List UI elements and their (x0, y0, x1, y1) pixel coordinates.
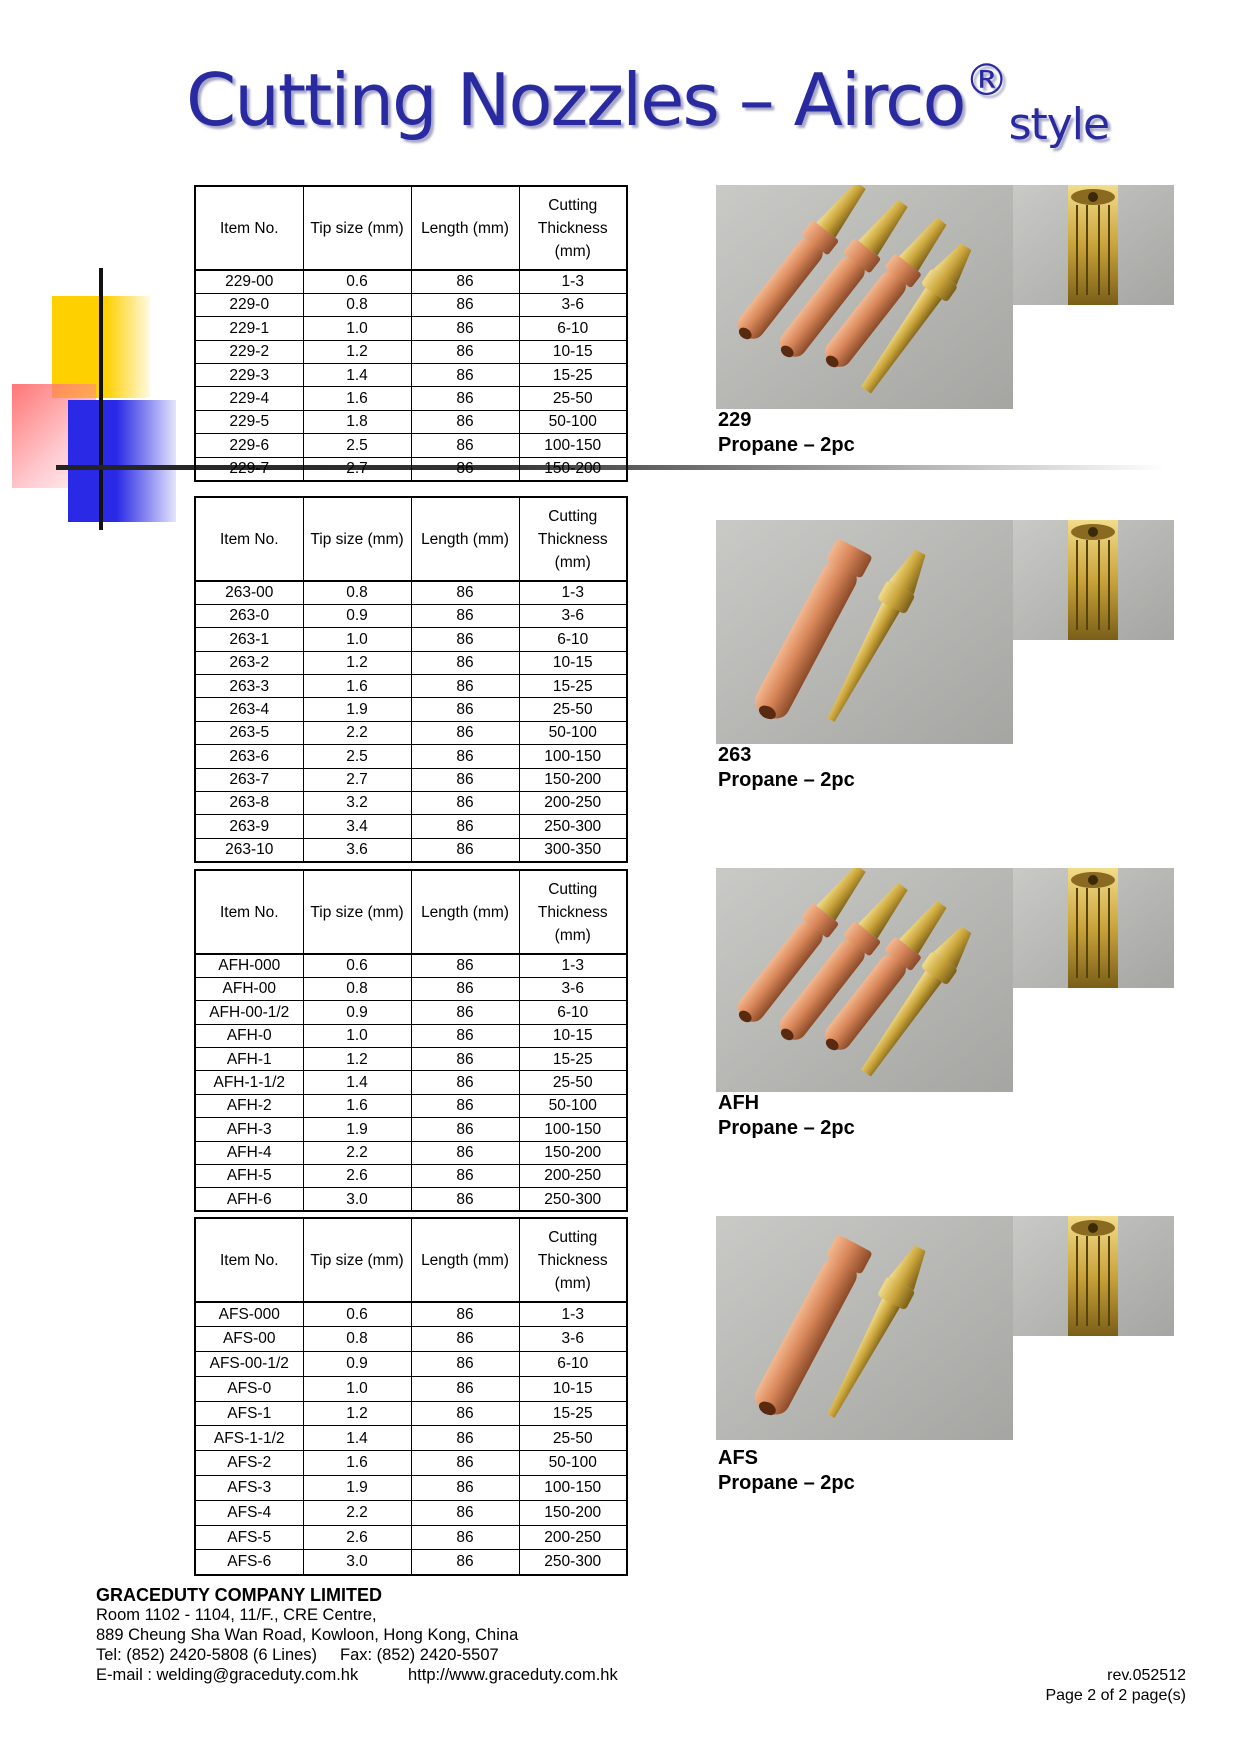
table-row (195, 457, 627, 480)
length-cell: 86 (411, 745, 519, 768)
item-no-cell: 263-6 (195, 745, 303, 768)
cutting-thickness-cell: 250-300 (519, 1550, 627, 1575)
tip-size-cell: 1.2 (303, 1048, 411, 1071)
item-no-cell: AFH-00-1/2 (195, 1001, 303, 1024)
item-no-cell: AFS-0 (195, 1376, 303, 1401)
cutting-thickness-cell: 1-3 (519, 581, 627, 604)
table-row (195, 410, 627, 433)
length-cell: 86 (411, 1048, 519, 1071)
tip-size-cell: 1.9 (303, 1476, 411, 1501)
table-row (195, 293, 627, 316)
item-no-cell: 229-0 (195, 293, 303, 316)
item-no-cell: 263-2 (195, 651, 303, 674)
table-row (195, 1141, 627, 1164)
table-row (195, 1327, 627, 1352)
header-length: Length (mm) (411, 870, 519, 954)
table-row (195, 1001, 627, 1024)
item-no-cell: AFS-000 (195, 1302, 303, 1327)
tip-size-cell: 0.6 (303, 954, 411, 977)
cutting-thickness-cell: 150-200 (519, 1500, 627, 1525)
table-row (195, 1525, 627, 1550)
table-header-row (195, 497, 627, 581)
caption-desc: Propane – 2pc (718, 434, 855, 456)
length-cell: 86 (411, 317, 519, 340)
tip-size-cell: 2.5 (303, 745, 411, 768)
table-row (195, 977, 627, 1000)
tip-size-cell: 0.9 (303, 604, 411, 627)
length-cell: 86 (411, 977, 519, 1000)
tip-size-cell: 2.6 (303, 1165, 411, 1188)
length-cell: 86 (411, 581, 519, 604)
length-cell: 86 (411, 1071, 519, 1094)
caption-model: 229 (718, 409, 752, 431)
item-no-cell: 263-3 (195, 675, 303, 698)
email-link[interactable]: E-mail : welding@graceduty.com.hk (96, 1666, 359, 1684)
item-no-cell: 263-00 (195, 581, 303, 604)
length-cell: 86 (411, 698, 519, 721)
item-no-cell: 229-5 (195, 410, 303, 433)
item-no-cell: AFH-2 (195, 1094, 303, 1117)
tip-size-cell: 0.6 (303, 1302, 411, 1327)
table-row (195, 698, 627, 721)
length-cell: 86 (411, 1550, 519, 1575)
cutting-thickness-cell: 6-10 (519, 1352, 627, 1377)
item-no-cell: AFS-1-1/2 (195, 1426, 303, 1451)
caption-desc: Propane – 2pc (718, 1472, 855, 1494)
decor-vertical-line (99, 268, 103, 530)
cutting-thickness-cell: 15-25 (519, 1048, 627, 1071)
header-item-no: Item No. (195, 186, 303, 270)
header-length: Length (mm) (411, 497, 519, 581)
item-no-cell: 229-3 (195, 364, 303, 387)
length-cell: 86 (411, 1165, 519, 1188)
item-no-cell: 263-7 (195, 768, 303, 791)
table-row (195, 954, 627, 977)
item-no-cell: 263-10 (195, 838, 303, 861)
table-row (195, 1118, 627, 1141)
cutting-thickness-cell: 25-50 (519, 387, 627, 410)
cutting-thickness-cell: 25-50 (519, 1426, 627, 1451)
table-header-row (195, 870, 627, 954)
item-no-cell: AFS-2 (195, 1451, 303, 1476)
length-cell: 86 (411, 434, 519, 457)
header-tip-size: Tip size (mm) (303, 186, 411, 270)
tip-size-cell: 0.9 (303, 1352, 411, 1377)
table-row (195, 768, 627, 791)
table-row (195, 1500, 627, 1525)
item-no-cell: AFS-6 (195, 1550, 303, 1575)
cutting-thickness-cell: 3-6 (519, 977, 627, 1000)
length-cell: 86 (411, 954, 519, 977)
length-cell: 86 (411, 387, 519, 410)
cutting-thickness-cell: 25-50 (519, 698, 627, 721)
spec-table-afh (194, 869, 628, 1212)
cutting-thickness-cell: 15-25 (519, 364, 627, 387)
table-row (195, 838, 627, 861)
table-row (195, 1094, 627, 1117)
cutting-thickness-cell: 6-10 (519, 1001, 627, 1024)
length-cell: 86 (411, 1024, 519, 1047)
decor-blue-square (68, 400, 176, 522)
cutting-thickness-cell: 6-10 (519, 317, 627, 340)
item-no-cell: AFH-5 (195, 1165, 303, 1188)
length-cell: 86 (411, 721, 519, 744)
table-row (195, 721, 627, 744)
page-number: Page 2 of 2 page(s) (1045, 1687, 1186, 1704)
email-web-line (96, 1665, 618, 1685)
header-item-no: Item No. (195, 497, 303, 581)
table-row (195, 1476, 627, 1501)
tip-size-cell: 2.6 (303, 1525, 411, 1550)
table-row (195, 745, 627, 768)
tip-size-cell: 1.9 (303, 1118, 411, 1141)
header-item-no: Item No. (195, 870, 303, 954)
header-cutting-thickness: Cutting Thickness (mm) (519, 186, 627, 270)
tip-size-cell: 3.2 (303, 792, 411, 815)
table-row (195, 604, 627, 627)
length-cell: 86 (411, 1302, 519, 1327)
tip-size-cell: 1.2 (303, 651, 411, 674)
length-cell: 86 (411, 1327, 519, 1352)
cutting-thickness-cell: 10-15 (519, 1376, 627, 1401)
table-row (195, 364, 627, 387)
tip-size-cell: 1.6 (303, 1094, 411, 1117)
item-no-cell: 229-6 (195, 434, 303, 457)
table-row (195, 1426, 627, 1451)
item-no-cell: 263-4 (195, 698, 303, 721)
table-row (195, 1550, 627, 1575)
item-no-cell: 229-00 (195, 270, 303, 293)
caption-desc: Propane – 2pc (718, 1117, 855, 1139)
item-no-cell: 229-1 (195, 317, 303, 340)
cutting-thickness-cell: 3-6 (519, 604, 627, 627)
cutting-thickness-cell: 200-250 (519, 792, 627, 815)
length-cell: 86 (411, 1118, 519, 1141)
tip-size-cell: 1.9 (303, 698, 411, 721)
cutting-thickness-cell: 50-100 (519, 1094, 627, 1117)
length-cell: 86 (411, 1352, 519, 1377)
length-cell: 86 (411, 792, 519, 815)
spec-table-263 (194, 496, 628, 863)
cutting-thickness-cell: 150-200 (519, 768, 627, 791)
length-cell: 86 (411, 651, 519, 674)
tip-size-cell: 2.5 (303, 434, 411, 457)
cutting-thickness-cell: 150-200 (519, 1141, 627, 1164)
length-cell: 86 (411, 815, 519, 838)
length-cell: 86 (411, 1094, 519, 1117)
header-tip-size: Tip size (mm) (303, 870, 411, 954)
cutting-thickness-cell: 6-10 (519, 628, 627, 651)
nozzle-tip-photo-afs (1013, 1216, 1174, 1336)
tip-size-cell: 0.8 (303, 977, 411, 1000)
length-cell: 86 (411, 1001, 519, 1024)
header-cutting-thickness: Cutting Thickness (mm) (519, 497, 627, 581)
cutting-thickness-cell: 100-150 (519, 1118, 627, 1141)
tip-size-cell: 1.8 (303, 410, 411, 433)
item-no-cell: AFH-000 (195, 954, 303, 977)
table-row (195, 317, 627, 340)
tip-size-cell: 3.4 (303, 815, 411, 838)
length-cell: 86 (411, 364, 519, 387)
table-row (195, 1024, 627, 1047)
length-cell: 86 (411, 628, 519, 651)
header-item-no: Item No. (195, 1218, 303, 1302)
tip-size-cell: 0.9 (303, 1001, 411, 1024)
item-no-cell: AFS-3 (195, 1476, 303, 1501)
tip-size-cell: 1.0 (303, 1024, 411, 1047)
nozzle-photo-afs (716, 1216, 1013, 1440)
table-row (195, 675, 627, 698)
cutting-thickness-cell: 250-300 (519, 815, 627, 838)
table-row (195, 1048, 627, 1071)
header-cutting-thickness: Cutting Thickness (mm) (519, 870, 627, 954)
table-row (195, 581, 627, 604)
table-row (195, 340, 627, 363)
caption-model: 263 (718, 744, 752, 766)
item-no-cell: 263-8 (195, 792, 303, 815)
nozzle-photo-229 (716, 185, 1013, 409)
item-no-cell: 229-2 (195, 340, 303, 363)
cutting-thickness-cell: 10-15 (519, 1024, 627, 1047)
cutting-thickness-cell: 1-3 (519, 954, 627, 977)
item-no-cell: 229-7 (195, 457, 303, 480)
cutting-thickness-cell: 250-300 (519, 1188, 627, 1211)
cutting-thickness-cell: 3-6 (519, 1327, 627, 1352)
table-row (195, 1451, 627, 1476)
spec-table-afs (194, 1217, 628, 1576)
item-no-cell: AFH-4 (195, 1141, 303, 1164)
length-cell: 86 (411, 1401, 519, 1426)
caption-afh (718, 1091, 855, 1141)
nozzle-photo-afh (716, 868, 1013, 1092)
length-cell: 86 (411, 1188, 519, 1211)
tip-size-cell: 1.6 (303, 675, 411, 698)
item-no-cell: 229-4 (195, 387, 303, 410)
tip-size-cell: 1.0 (303, 628, 411, 651)
title-style: style (1008, 99, 1110, 150)
tip-size-cell: 1.6 (303, 1451, 411, 1476)
length-cell: 86 (411, 410, 519, 433)
length-cell: 86 (411, 457, 519, 480)
item-no-cell: AFS-5 (195, 1525, 303, 1550)
table-row (195, 628, 627, 651)
tip-size-cell: 1.4 (303, 364, 411, 387)
title-main: Cutting Nozzles – Airco (186, 58, 965, 142)
cutting-thickness-cell: 100-150 (519, 745, 627, 768)
item-no-cell: AFH-6 (195, 1188, 303, 1211)
table-row (195, 651, 627, 674)
cutting-thickness-cell: 300-350 (519, 838, 627, 861)
table-row (195, 1165, 627, 1188)
length-cell: 86 (411, 293, 519, 316)
table-row (195, 1188, 627, 1211)
header-tip-size: Tip size (mm) (303, 497, 411, 581)
cutting-thickness-cell: 50-100 (519, 410, 627, 433)
item-no-cell: AFH-1-1/2 (195, 1071, 303, 1094)
tip-size-cell: 3.0 (303, 1550, 411, 1575)
caption-model: AFS (718, 1447, 758, 1469)
tip-size-cell: 1.6 (303, 387, 411, 410)
spec-table-229 (194, 185, 628, 482)
length-cell: 86 (411, 768, 519, 791)
length-cell: 86 (411, 270, 519, 293)
item-no-cell: AFS-4 (195, 1500, 303, 1525)
tip-size-cell: 2.2 (303, 1500, 411, 1525)
length-cell: 86 (411, 1476, 519, 1501)
tip-size-cell: 1.2 (303, 340, 411, 363)
cutting-thickness-cell: 1-3 (519, 270, 627, 293)
item-no-cell: 263-9 (195, 815, 303, 838)
cutting-thickness-cell: 15-25 (519, 1401, 627, 1426)
cutting-thickness-cell: 200-250 (519, 1165, 627, 1188)
cutting-thickness-cell: 200-250 (519, 1525, 627, 1550)
cutting-thickness-cell: 100-150 (519, 434, 627, 457)
item-no-cell: 263-0 (195, 604, 303, 627)
tip-size-cell: 2.7 (303, 768, 411, 791)
caption-model: AFH (718, 1092, 760, 1114)
cutting-thickness-cell: 150-200 (519, 457, 627, 480)
tip-size-cell: 1.0 (303, 1376, 411, 1401)
cutting-thickness-cell: 1-3 (519, 1302, 627, 1327)
caption-263 (718, 743, 855, 793)
table-row (195, 434, 627, 457)
item-no-cell: AFH-3 (195, 1118, 303, 1141)
cutting-thickness-cell: 100-150 (519, 1476, 627, 1501)
nozzle-photo-263 (716, 520, 1013, 744)
caption-229 (718, 408, 855, 458)
cutting-thickness-cell: 50-100 (519, 1451, 627, 1476)
cutting-thickness-cell: 3-6 (519, 293, 627, 316)
nozzle-tip-photo-263 (1013, 520, 1174, 640)
tip-size-cell: 2.2 (303, 721, 411, 744)
telephone: Tel: (852) 2420-5808 (6 Lines) (96, 1646, 318, 1664)
tip-size-cell: 0.8 (303, 293, 411, 316)
table-row (195, 815, 627, 838)
table-row (195, 270, 627, 293)
phone-fax-line (96, 1645, 518, 1665)
table-header-row (195, 1218, 627, 1302)
length-cell: 86 (411, 1141, 519, 1164)
tip-size-cell: 1.4 (303, 1071, 411, 1094)
tip-size-cell: 0.6 (303, 270, 411, 293)
website-link[interactable]: http://www.graceduty.com.hk (408, 1666, 618, 1684)
length-cell: 86 (411, 1426, 519, 1451)
table-header-row (195, 186, 627, 270)
length-cell: 86 (411, 1500, 519, 1525)
title-registered-mark: ® (964, 55, 1009, 106)
nozzle-tip-photo-229 (1013, 185, 1174, 305)
cutting-thickness-cell: 25-50 (519, 1071, 627, 1094)
length-cell: 86 (411, 1376, 519, 1401)
address-line-1: Room 1102 - 1104, 11/F., CRE Centre, (96, 1606, 377, 1624)
address-line-2: 889 Cheung Sha Wan Road, Kowloon, Hong Kong, China (96, 1626, 519, 1644)
item-no-cell: 263-1 (195, 628, 303, 651)
table-row (195, 1401, 627, 1426)
item-no-cell: AFS-00-1/2 (195, 1352, 303, 1377)
company-name: GRACEDUTY COMPANY LIMITED (96, 1585, 383, 1605)
tip-size-cell: 1.2 (303, 1401, 411, 1426)
length-cell: 86 (411, 675, 519, 698)
fax: Fax: (852) 2420-5507 (339, 1646, 499, 1664)
tip-size-cell: 1.4 (303, 1426, 411, 1451)
header-length: Length (mm) (411, 186, 519, 270)
table-row (195, 1352, 627, 1377)
cutting-thickness-cell: 10-15 (519, 651, 627, 674)
cutting-thickness-cell: 10-15 (519, 340, 627, 363)
tip-size-cell: 2.2 (303, 1141, 411, 1164)
length-cell: 86 (411, 1525, 519, 1550)
table-row (195, 1376, 627, 1401)
length-cell: 86 (411, 838, 519, 861)
tip-size-cell: 0.8 (303, 1327, 411, 1352)
table-row (195, 1302, 627, 1327)
page-title (186, 55, 1110, 158)
table-row (195, 387, 627, 410)
header-cutting-thickness: Cutting Thickness (mm) (519, 1218, 627, 1302)
length-cell: 86 (411, 1451, 519, 1476)
header-tip-size: Tip size (mm) (303, 1218, 411, 1302)
tip-size-cell: 0.8 (303, 581, 411, 604)
item-no-cell: AFH-0 (195, 1024, 303, 1047)
caption-desc: Propane – 2pc (718, 769, 855, 791)
tip-size-cell: 1.0 (303, 317, 411, 340)
nozzle-tip-photo-afh (1013, 868, 1174, 988)
table-row (195, 1071, 627, 1094)
item-no-cell: 263-5 (195, 721, 303, 744)
tip-size-cell: 3.6 (303, 838, 411, 861)
length-cell: 86 (411, 340, 519, 363)
header-length: Length (mm) (411, 1218, 519, 1302)
footer-contact (96, 1585, 618, 1685)
cutting-thickness-cell: 50-100 (519, 721, 627, 744)
revision-info (1045, 1666, 1186, 1706)
tip-size-cell: 2.7 (303, 457, 411, 480)
cutting-thickness-cell: 15-25 (519, 675, 627, 698)
tip-size-cell: 3.0 (303, 1188, 411, 1211)
caption-afs (718, 1446, 855, 1496)
item-no-cell: AFH-00 (195, 977, 303, 1000)
item-no-cell: AFS-1 (195, 1401, 303, 1426)
item-no-cell: AFS-00 (195, 1327, 303, 1352)
table-row (195, 792, 627, 815)
item-no-cell: AFH-1 (195, 1048, 303, 1071)
revision-number: rev.052512 (1107, 1667, 1186, 1684)
length-cell: 86 (411, 604, 519, 627)
